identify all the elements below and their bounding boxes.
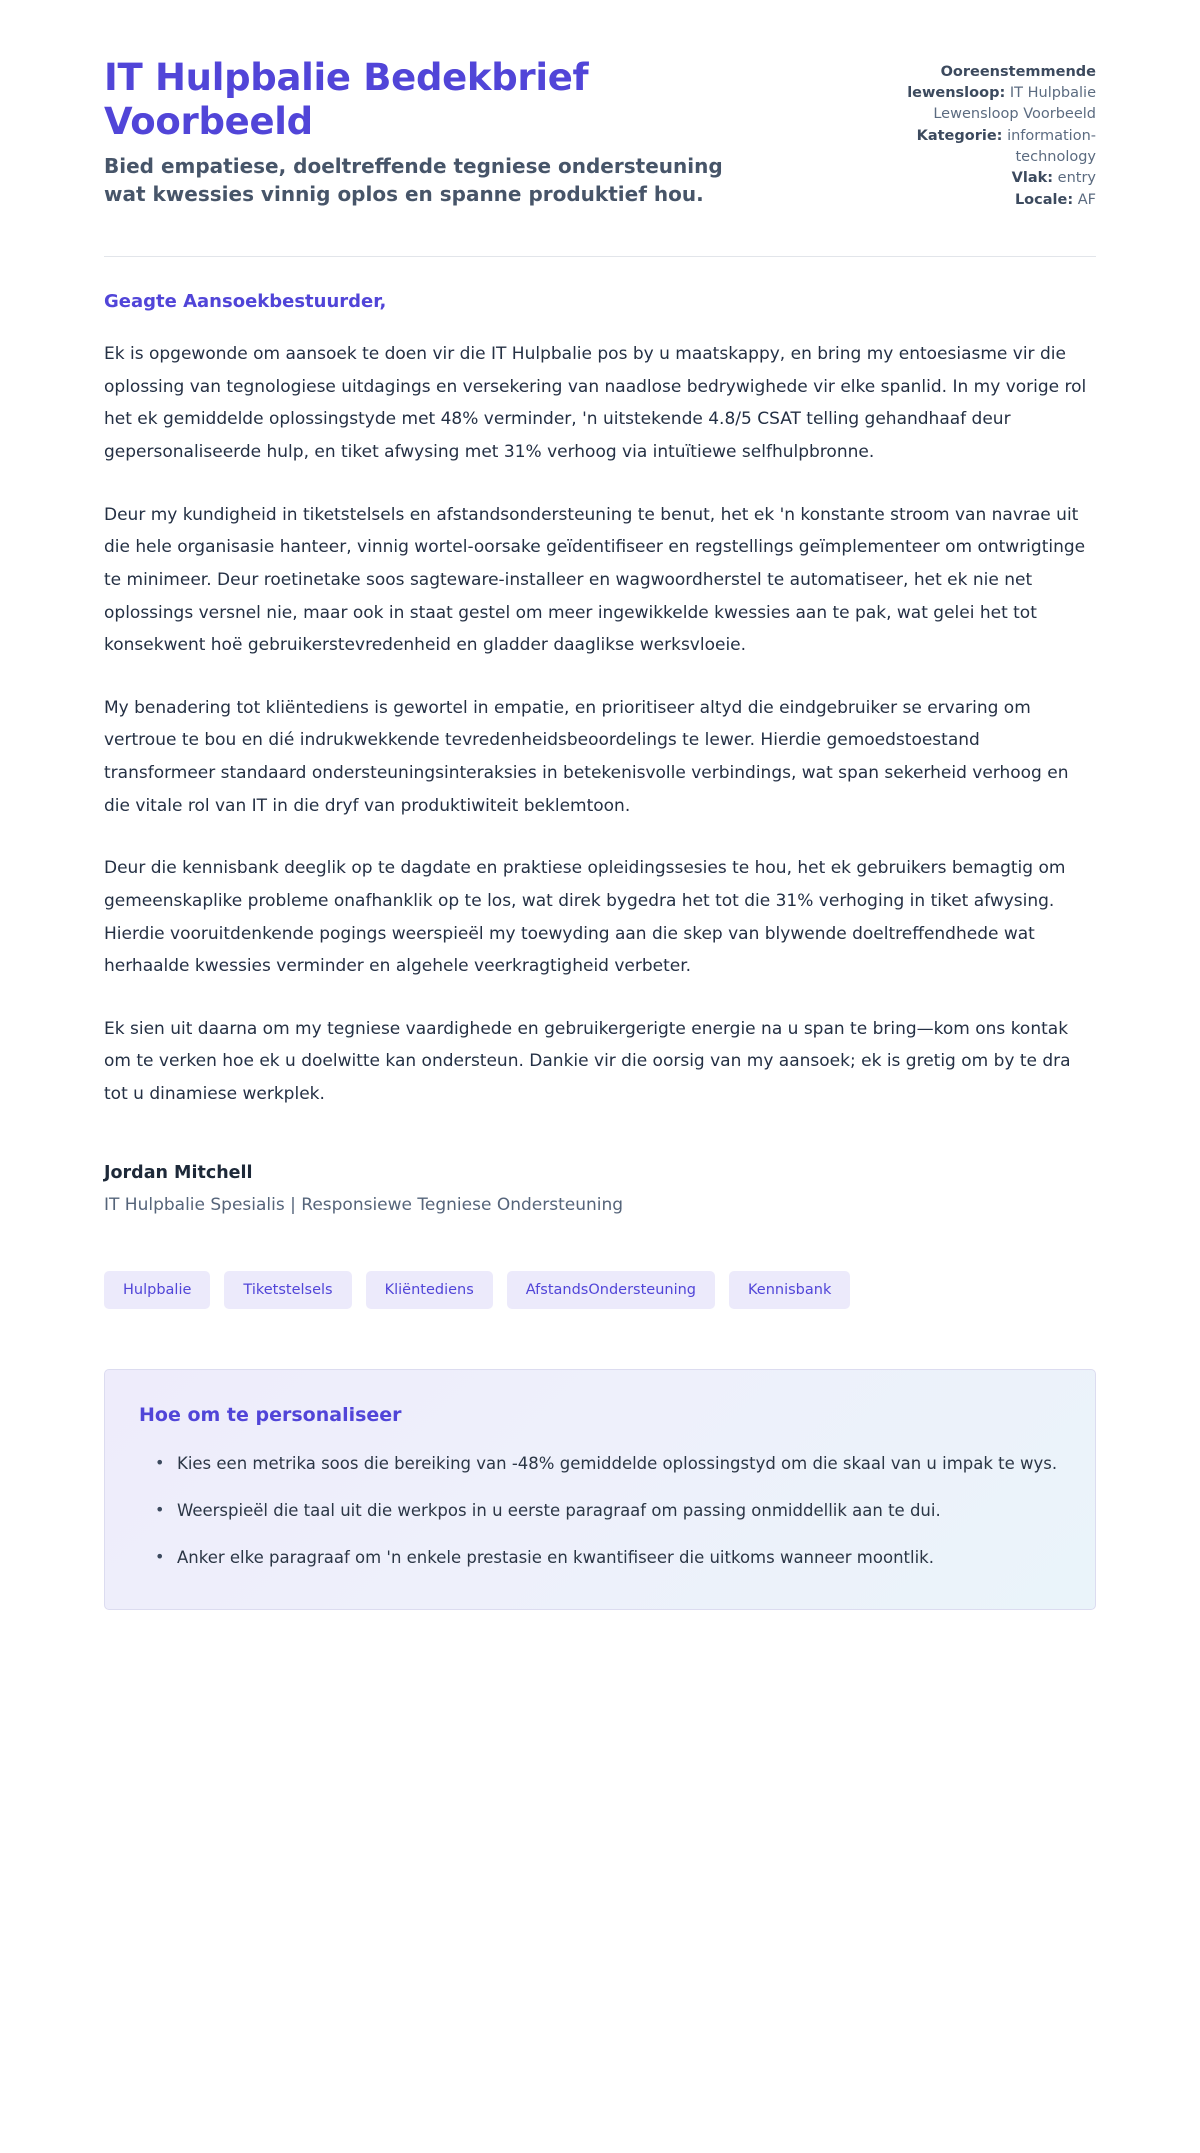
locale-label: Locale: — [1014, 192, 1074, 209]
metadata-row-level — [874, 168, 1096, 189]
metadata-row-category — [874, 126, 1096, 168]
letter-paragraph: Deur my kundigheid in tiketstelsels en afstandsondersteuning te benut, het ek 'n konstante stroom van navrae uit die hele organisasie hanteer, vinnig wortel-oorsake geïdentifiseer en regstellings geïmplementeer om ontwrigtinge te minimeer. Deur roetinetake soos sagteware-installeer en wagwoordherstel te automatiseer, het ek nie net oplossings versnel nie, maar ook in staat gestel om meer ingewikkelde kwessies aan te pak, wat gelei het tot konsekwent hoë gebruikerstevredenheid en gladder daaglikse werksvloeie. — [104, 504, 1086, 656]
matching-resume-value: IT Hulpbalie Lewensloop Voorbeeld — [933, 84, 1096, 122]
letter-body — [104, 257, 1096, 1111]
matching-resume-label: Ooreenstemmende lewensloop: — [907, 64, 1096, 101]
callout-list-item: • Weerspieël die taal uit die werkpos in u eerste paragraaf om passing onmiddellik aan te dui. — [161, 1495, 1061, 1526]
page-title: IT Hulpbalie Bedekbrief Voorbeeld — [104, 56, 589, 143]
callout-list — [139, 1448, 1061, 1573]
metadata-row-locale — [874, 190, 1096, 211]
tag-chip[interactable]: Tiketstelsels — [224, 1271, 351, 1309]
letter-paragraph: Deur die kennisbank deeglik op te dagdate en praktiese opleidingssesies te hou, het ek gebruikers bemagtig om gemeenskaplike probleme onafhanklik op te los, wat direk bygedra het tot die 31% verhoging in tiket afwysing. Hierdie vooruitdenkende pogings weerspieël my toewyding aan die skep van blywende doeltreffendhede wat herhaalde kwessies verminder en algehele veerkragtigheid verbeter. — [104, 858, 1066, 977]
letter-paragraph: My benadering tot kliëntediens is gewortel in empatie, en prioritiseer altyd die eindgebruiker se ervaring om vertroue te bou en dié indrukwekkende tevredenheidsbeoordelings te lewer. Hierdie gemoedstoestand transformeer standaard ondersteuningsinteraksies in betekenisvolle verbindings, wat span sekerheid verhoog en die vitale rol van IT in die dryf van produktiwiteit beklemtoon. — [104, 697, 1069, 816]
tag-chip[interactable]: Kennisbank — [729, 1271, 850, 1309]
header-title-block — [104, 56, 744, 209]
category-label: Kategorie: — [916, 127, 1003, 144]
locale-value: AF — [1077, 192, 1096, 209]
letter-salutation: Geagte Aansoekbestuurder, — [104, 291, 387, 313]
signature-name: Jordan Mitchell — [104, 1162, 253, 1183]
document-header — [104, 56, 1096, 212]
signature-role: IT Hulpbalie Spesialis | Responsiewe Tegniese Ondersteuning — [104, 1194, 624, 1215]
page-subtitle: Bied empatiese, doeltreffende tegniese ondersteuning wat kwessies vinnig oplos en spanne produktief hou. — [104, 154, 723, 206]
callout-list-item: • Kies een metrika soos die bereiking van -48% gemiddelde oplossingstyd om die skaal van u impak te wys. — [161, 1448, 1061, 1479]
category-value: information-technology — [1007, 127, 1096, 165]
tag-chip[interactable]: AfstandsOndersteuning — [507, 1271, 715, 1309]
document-metadata — [874, 56, 1096, 212]
callout-list-item: • Anker elke paragraaf om 'n enkele prestasie en kwantifiseer die uitkoms wanneer moontlik. — [161, 1542, 1061, 1573]
metadata-row-matching-resume — [874, 62, 1096, 125]
personalization-callout — [104, 1369, 1096, 1610]
tag-list — [104, 1271, 1096, 1309]
level-value: entry — [1057, 170, 1096, 187]
letter-paragraph: Ek sien uit daarna om my tegniese vaardighede en gebruikergerigte energie na u span te bring—kom ons kontak om te verken hoe ek u doelwitte kan ondersteun. Dankie vir die oorsig van my aansoek; ek is gretig om by te dra tot u dinamiese werkplek. — [104, 1018, 1071, 1104]
signature-block — [104, 1163, 1096, 1215]
letter-paragraph: Ek is opgewonde om aansoek te doen vir die IT Hulpbalie pos by u maatskappy, en bring my entoesiasme vir die oplossing van tegnologiese uitdagings en versekering van naadlose bedrywighede vir elke spanlid. In my vorige rol het ek gemiddelde oplossingstyde met 48% verminder, 'n uitstekende 4.8/5 CSAT telling gehandhaaf deur gepersonaliseerde hulp, en tiket afwysing met 31% verhoog via intuïtiewe selfhulpbronne. — [104, 344, 1087, 462]
level-label: Vlak: — [1011, 170, 1054, 187]
tag-chip[interactable]: Hulpbalie — [104, 1271, 210, 1309]
tag-chip[interactable]: Kliëntediens — [366, 1271, 493, 1309]
callout-title: Hoe om te personaliseer — [139, 1403, 402, 1426]
